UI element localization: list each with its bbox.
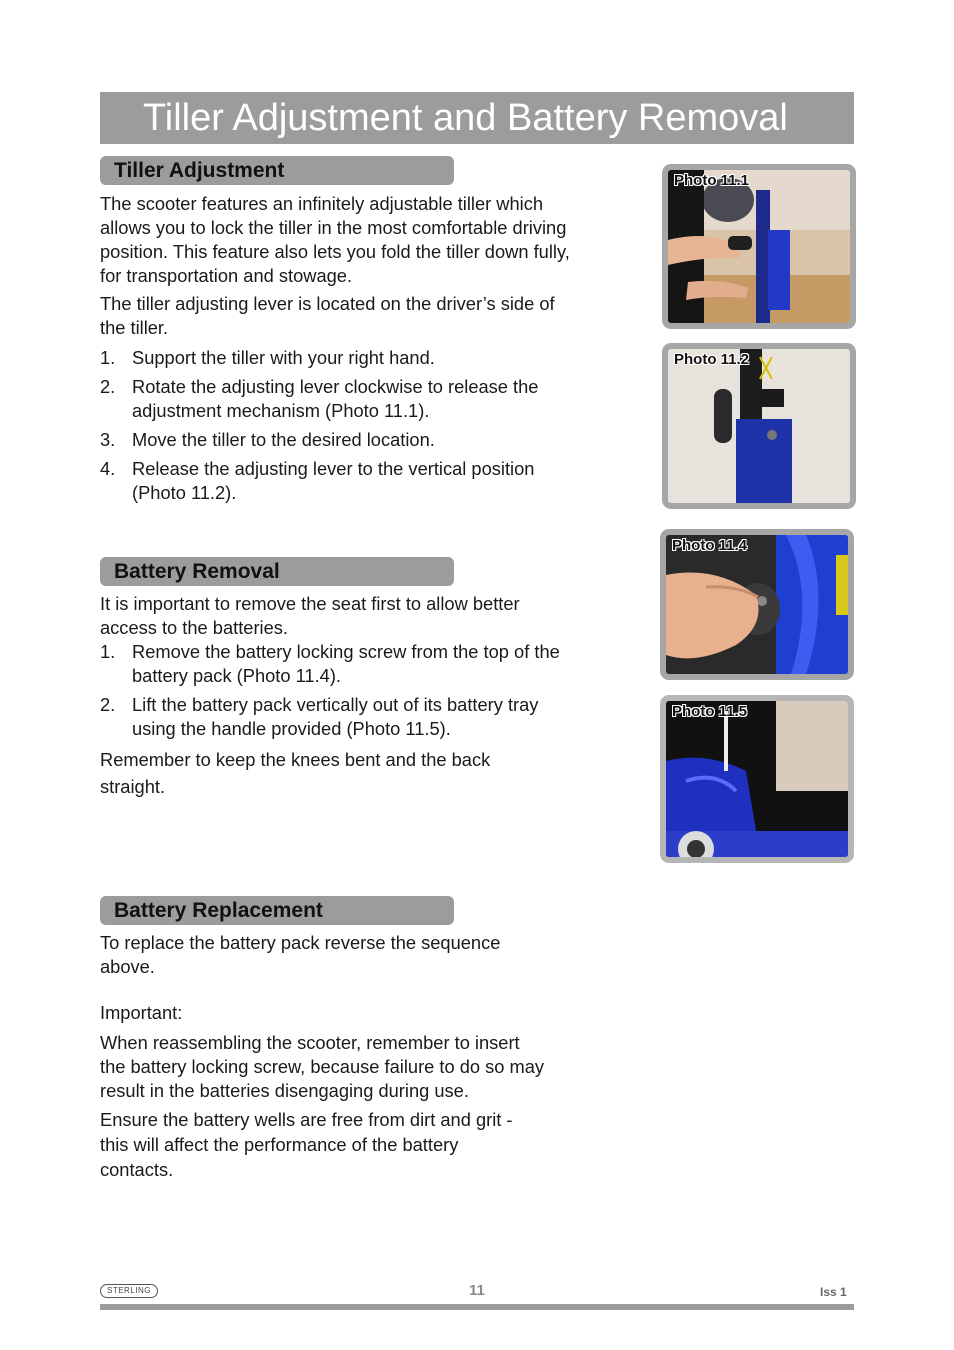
brand-logo: STERLING <box>100 1284 158 1298</box>
battery-removal-text <box>100 592 575 804</box>
photo-battery-lift <box>666 701 848 857</box>
photo-caption: Photo 11.4 <box>672 537 748 554</box>
list-number: 2. <box>100 694 116 715</box>
list-item <box>100 457 575 505</box>
photo-battery-lift-image <box>666 701 848 857</box>
tiller-adjustment-text <box>100 192 575 510</box>
paragraph: The tiller adjusting lever is located on the driver’s side of the tiller. <box>100 293 555 338</box>
issue-label: Iss 1 <box>820 1285 847 1299</box>
photo-tiller-lever-vertical <box>668 349 850 503</box>
section-heading-tiller-adjustment <box>100 156 454 185</box>
list-text: Release the adjusting lever to the vertical position (Photo 11.2). <box>132 458 535 503</box>
list-item <box>100 375 575 423</box>
photo-caption: Photo 11.2 <box>674 351 750 368</box>
list-number: 3. <box>100 429 116 450</box>
list-number: 1. <box>100 347 116 368</box>
list-text: Move the tiller to the desired location. <box>132 429 435 450</box>
list-item <box>100 693 575 741</box>
paragraph: Important: <box>100 1002 183 1023</box>
section-heading-label: Battery Removal <box>114 560 280 583</box>
list-text: Support the tiller with your right hand. <box>132 347 435 368</box>
list-text: Lift the battery pack vertically out of its battery tray using the handle provided (Photo 11.5). <box>132 694 539 739</box>
list-number: 2. <box>100 376 116 397</box>
paragraph: Remember to keep the knees bent and the back straight. <box>100 749 491 797</box>
list-item <box>100 346 575 370</box>
paragraph: Ensure the battery wells are free from dirt and grit - this will affect the performance of the battery contacts. <box>100 1109 513 1180</box>
photo-11-2 <box>662 343 856 509</box>
photo-tiller-lever-vertical-image <box>668 349 850 503</box>
list-number: 4. <box>100 458 116 479</box>
paragraph: It is important to remove the seat first to allow better access to the batteries. <box>100 593 520 638</box>
list-item <box>100 428 575 452</box>
photo-tiller-lever-hand-image <box>668 170 850 323</box>
battery-replacement-text <box>100 931 550 1186</box>
photo-11-1 <box>662 164 856 329</box>
section-heading-label: Battery Replacement <box>114 899 323 922</box>
paragraph: The scooter features an infinitely adjustable tiller which allows you to lock the tiller in the most comfortable driving position. This feature also lets you fold the tiller down fully, for transportation and stowage. <box>100 193 570 286</box>
list-item <box>100 640 575 688</box>
section-heading-battery-removal <box>100 557 454 586</box>
photo-11-5 <box>660 695 854 863</box>
page-title-bar <box>100 92 854 144</box>
paragraph: To replace the battery pack reverse the sequence above. <box>100 932 501 977</box>
photo-battery-screw <box>666 535 848 674</box>
section-heading-label: Tiller Adjustment <box>114 159 285 182</box>
list-text: Rotate the adjusting lever clockwise to release the adjustment mechanism (Photo 11.1). <box>132 376 539 421</box>
tiller-steps-list <box>100 346 575 505</box>
section-heading-battery-replacement <box>100 896 454 925</box>
photo-battery-screw-image <box>666 535 848 674</box>
paragraph: When reassembling the scooter, remember to insert the battery locking screw, because failure to do so may result in the batteries disengaging during use. <box>100 1032 545 1101</box>
list-number: 1. <box>100 641 116 662</box>
page-title: Tiller Adjustment and Battery Removal <box>143 97 788 139</box>
list-text: Remove the battery locking screw from the top of the battery pack (Photo 11.4). <box>132 641 560 686</box>
photo-caption: Photo 11.1 <box>674 172 750 189</box>
footer-divider <box>100 1304 854 1310</box>
photo-caption: Photo 11.5 <box>672 703 748 720</box>
page-number: 11 <box>469 1282 485 1299</box>
photo-tiller-lever-hand <box>668 170 850 323</box>
battery-removal-steps-list <box>100 640 575 741</box>
photo-11-4 <box>660 529 854 680</box>
